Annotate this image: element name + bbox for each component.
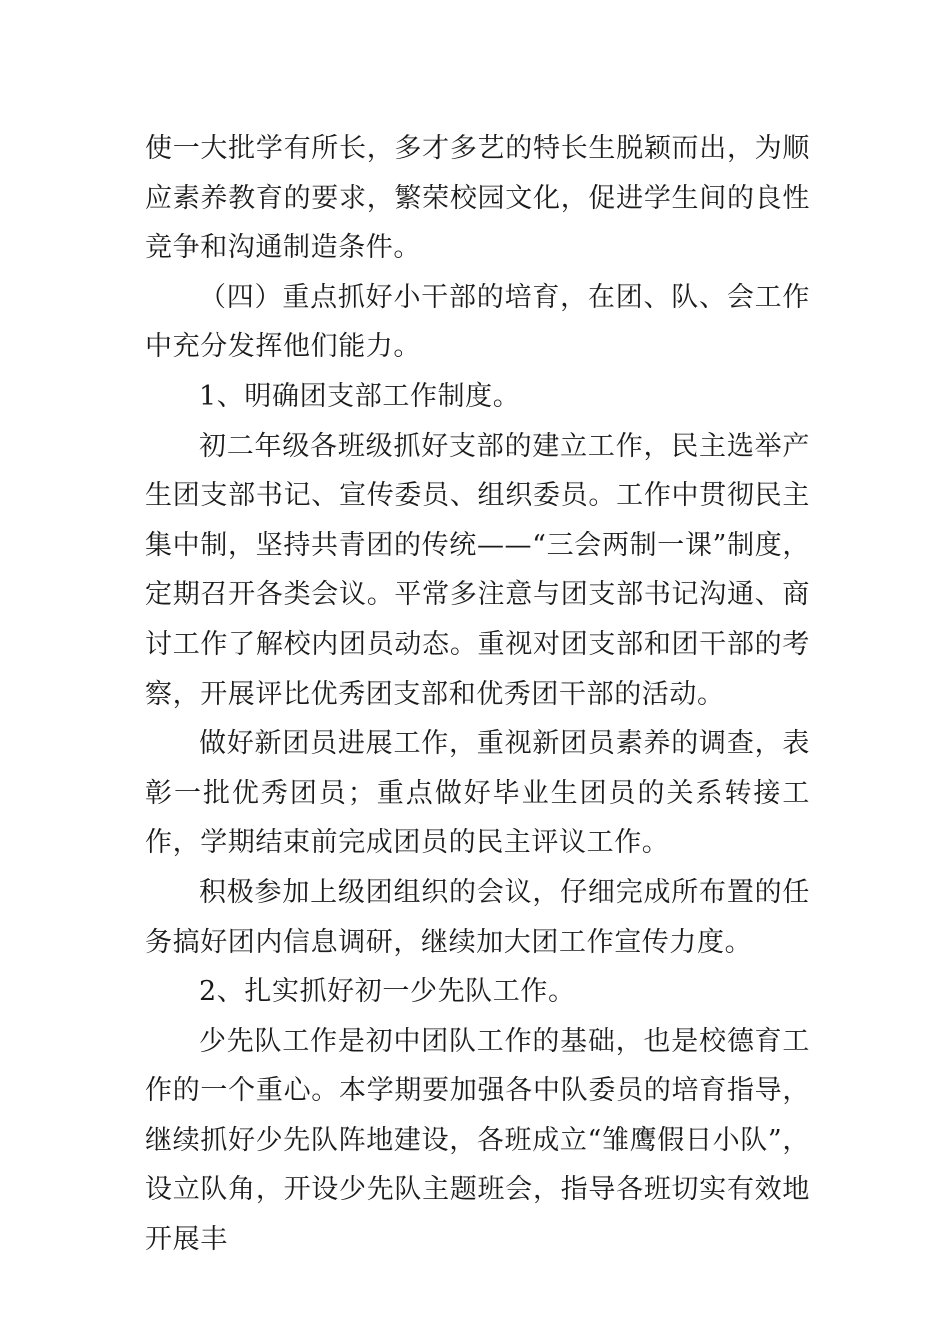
paragraph-4: 初二年级各班级抓好支部的建立工作，民主选举产生团支部书记、宣传委员、组织委员。工作中贯彻民主集中制，坚持共青团的传统——“三会两制一课”制度，定期召开各类会议。平常多注意与团支部书记沟通、商讨工作了解校内团员动态。重视对团支部和团干部的考察，开展评比优秀团支部和优秀团干部的活动。 (145, 430, 810, 710)
paragraph-6: 积极参加上级团组织的会议，仔细完成所布置的任务搞好团内信息调研，继续加大团工作宣传力度。 (145, 876, 810, 958)
paragraph-7: 2、扎实抓好初一少先队工作。 (199, 976, 576, 1008)
document-body (145, 124, 810, 1265)
paragraph-3: 1、明确团支部工作制度。 (199, 380, 521, 412)
paragraph-5: 做好新团员进展工作，重视新团员素养的调查，表彰一批优秀团员；重点做好毕业生团员的关系转接工作，学期结束前完成团员的民主评议工作。 (145, 728, 810, 859)
paragraph-8: 少先队工作是初中团队工作的基础，也是校德育工作的一个重心。本学期要加强各中队委员的培育指导，继续抓好少先队阵地建设，各班成立“雏鹰假日小队”，设立队角，开设少先队主题班会，指导各班切实有效地开展丰 (145, 1025, 810, 1256)
paragraph-1: 使一大批学有所长，多才多艺的特长生脱颖而出，为顺应素养教育的要求，繁荣校园文化，促进学生间的良性竞争和沟通制造条件。 (145, 133, 810, 264)
paragraph-2: （四）重点抓好小干部的培育，在团、队、会工作中充分发挥他们能力。 (145, 281, 810, 363)
